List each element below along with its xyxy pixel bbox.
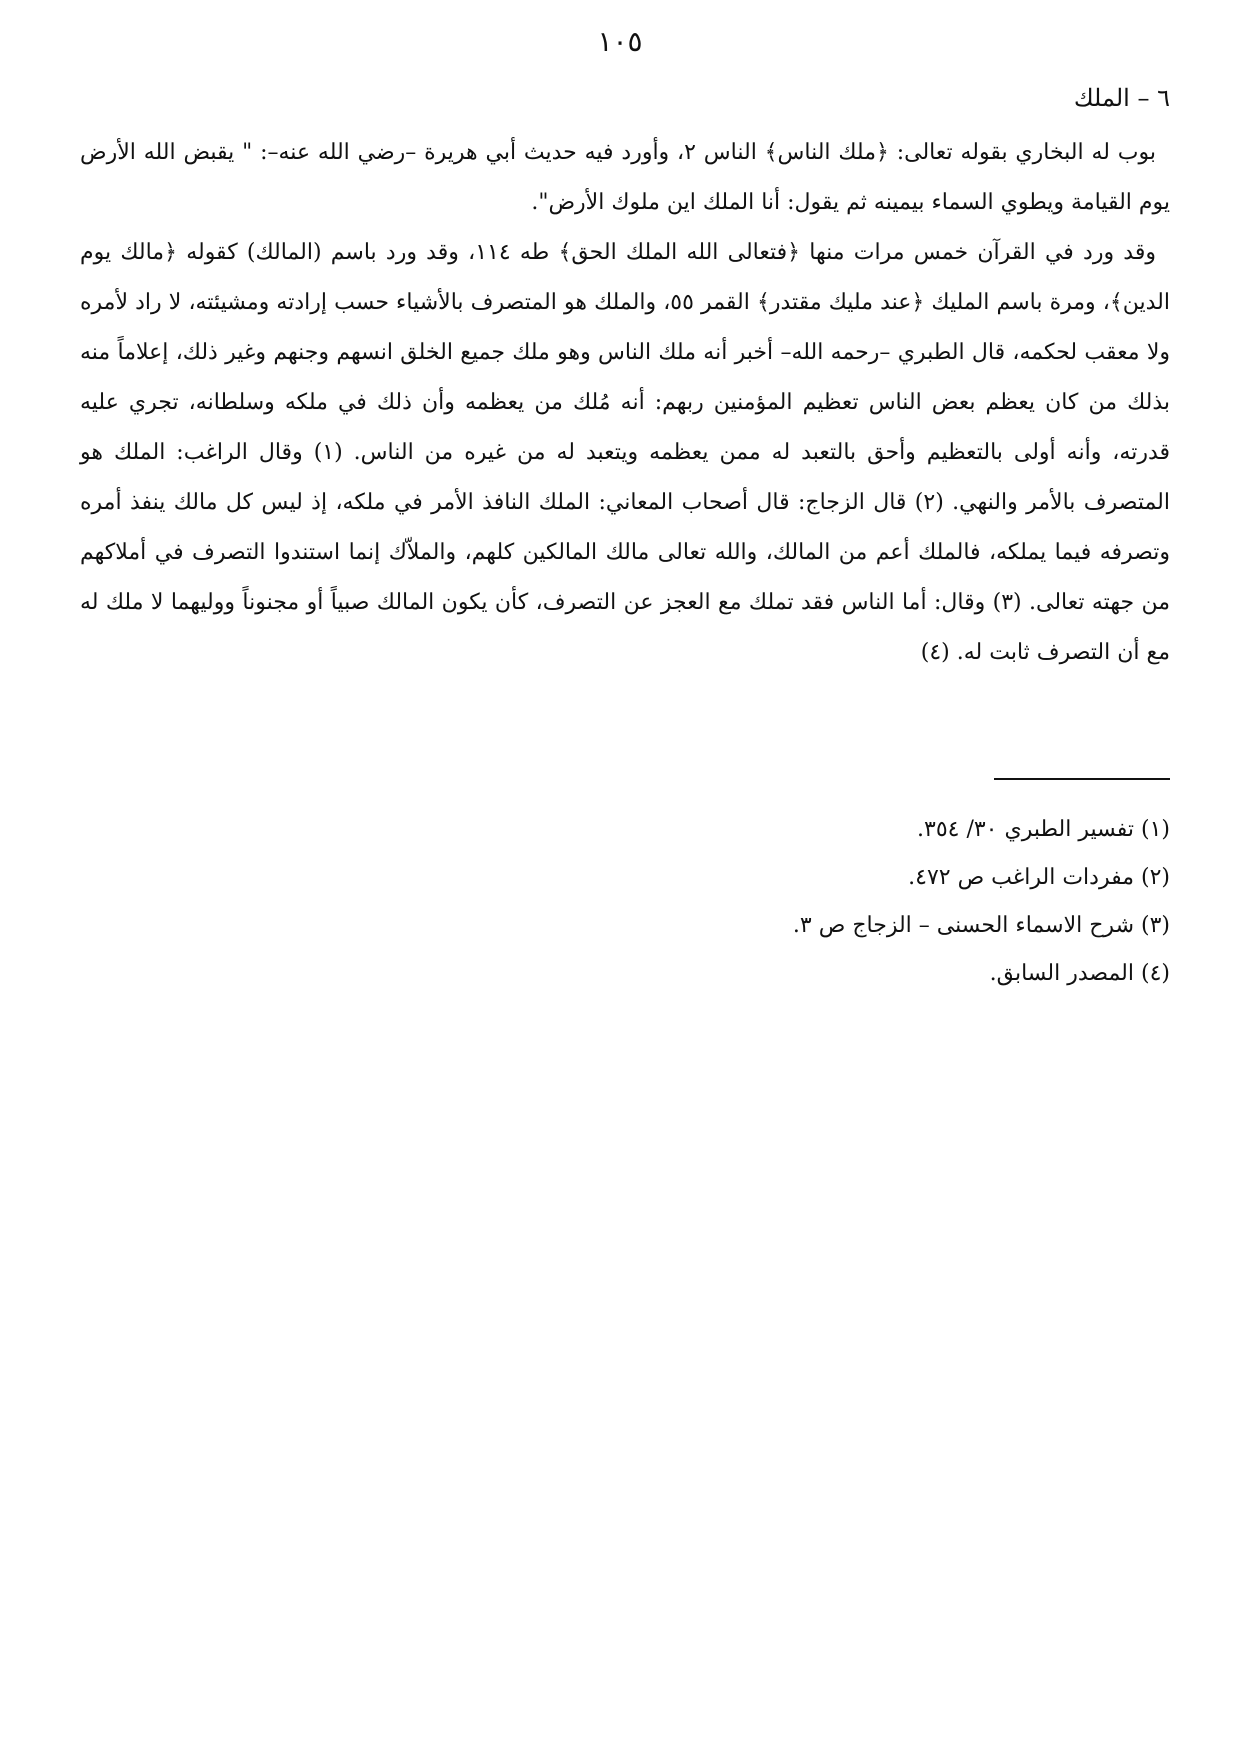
footnote-item: (٤) المصدر السابق. — [989, 961, 1170, 986]
footnote-item: (٢) مفردات الراغب ص ٤٧٢. — [908, 865, 1170, 890]
footnote-item: (١) تفسير الطبري ٣٠/ ٣٥٤. — [917, 817, 1170, 842]
page-number: ١٠٥ — [597, 25, 643, 58]
footnotes-list — [270, 806, 1170, 998]
paragraph: وقد ورد في القرآن خمس مرات منها ﴿فتعالى الله الملك الحق﴾ طه ١١٤، وقد ورد باسم (المالك) كقوله ﴿مالك يوم الدين﴾، ومرة باسم المليك ﴿عند مليك مقتدر﴾ القمر ٥٥، والملك هو المتصرف بالأشياء حسب إرادته ومشيئته، لا راد لأمره ولا معقب لحكمه، قال الطبري –رحمه الله– أخبر أنه ملك الناس وهو ملك جميع الخلق انسهم وجنهم وغير ذلك، إعلاماً منه بذلك من كان يعظم بعض الناس تعظيم المؤمنين ربهم: أنه مُلك من يعظمه وأن ذلك في ملكه وسلطانه، تجري عليه قدرته، وأنه أولى بالتعظيم وأحق بالتعبد له ممن يعظمه ويتعبد له من غيره من الناس. (١) وقال الراغب: الملك هو المتصرف بالأمر والنهي. (٢) قال الزجاج: قال أصحاب المعاني: الملك النافذ الأمر في ملكه، إذ ليس كل مالك ينفذ أمره وتصرفه فيما يملكه، فالملك أعم من المالك، والله تعالى مالك المالكين كلهم، والملاّك إنما استندوا التصرف في أملاكهم من جهته تعالى. (٣) وقال: أما الناس فقد تملك مع العجز عن التصرف، كأن يكون المالك صبياً أو مجنوناً ووليهما لا ملك له مع أن التصرف ثابت له. (٤) — [80, 240, 1171, 665]
paragraph: بوب له البخاري بقوله تعالى: ﴿ملك الناس﴾ الناس ٢، وأورد فيه حديث أبي هريرة –رضي الله عنه–: " يقبض الله الأرض يوم القيامة ويطوي السماء بيمينه ثم يقول: أنا الملك اين ملوك الأرض". — [80, 140, 1170, 215]
footnote-item: (٣) شرح الاسماء الحسنى – الزجاج ص ٣. — [792, 913, 1170, 938]
body-text — [80, 128, 1170, 678]
section-heading: ٦ – الملك — [1073, 84, 1170, 112]
footnote-divider — [994, 778, 1170, 780]
